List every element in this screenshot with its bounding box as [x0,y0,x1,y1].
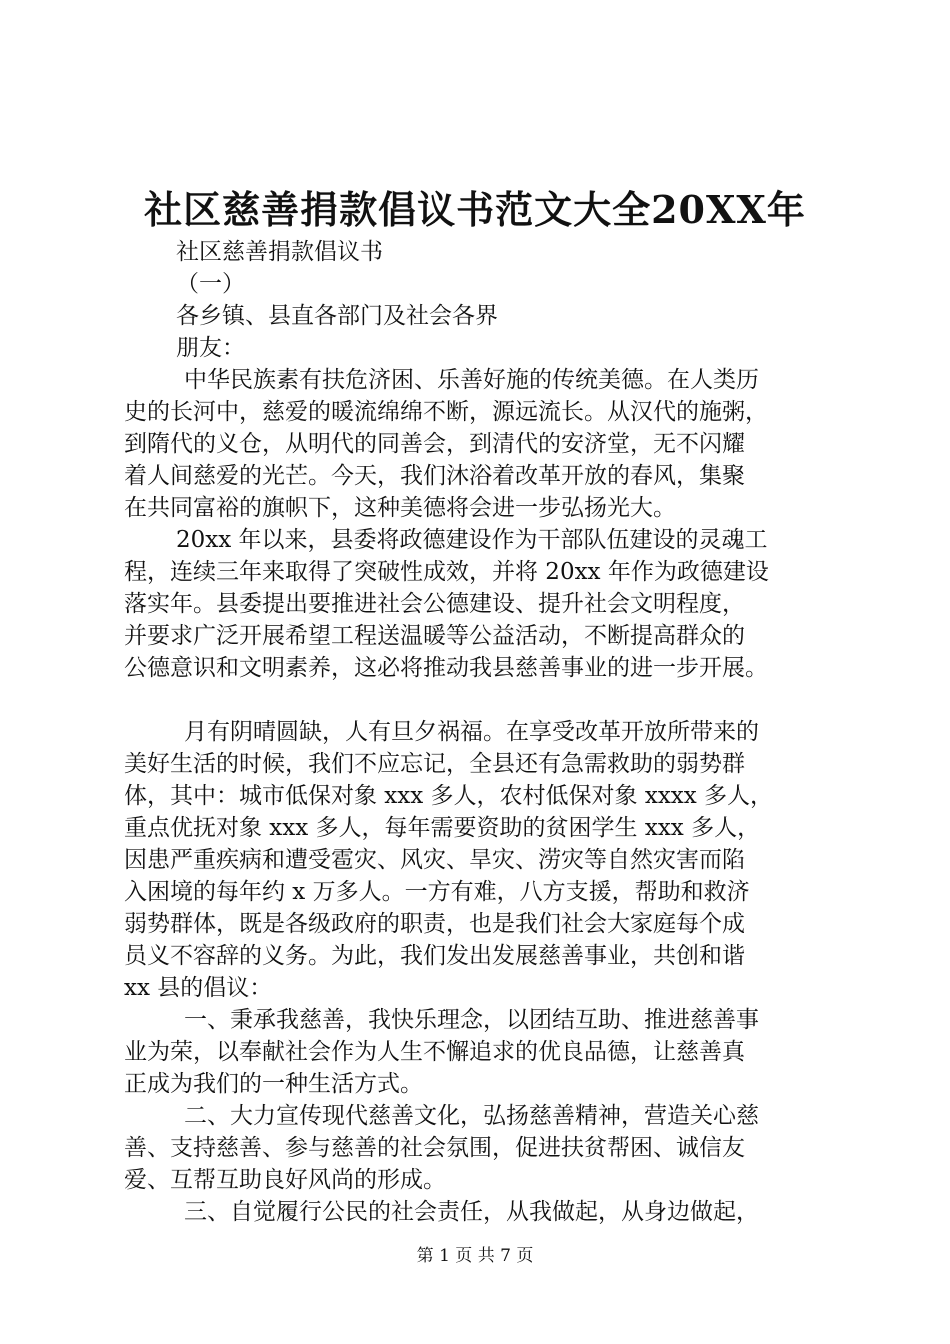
paragraph-line: 着人间慈爱的光芒。今天，我们沐浴着改革开放的春风，集聚 [124,463,745,489]
paragraph-line: 体，其中：城市低保对象 xxx 多人，农村低保对象 xxxx 多人， [124,783,774,809]
proposal-line: 三、自觉履行公民的社会责任，从我做起，从身边做起， [184,1199,759,1225]
document-body [124,236,828,1228]
paragraph-line: 中华民族素有扶危济困、乐善好施的传统美德。在人类历 [184,367,759,393]
document-title: 社区慈善捐款倡议书范文大全20XX年 [144,187,806,232]
paragraph-line: 重点优抚对象 xxx 多人，每年需要资助的贫困学生 xxx 多人， [124,815,761,841]
page-number-footer: 第 1 页 共 7 页 [416,1246,534,1266]
paragraph-line: 程，连续三年来取得了突破性成效，并将 20xx 年作为政德建设 [124,559,769,585]
paragraph-gap [124,684,828,716]
paragraph-line: 因患严重疾病和遭受雹灾、风灾、旱灾、涝灾等自然灾害而陷 [124,847,745,873]
paragraph-line: 史的长河中，慈爱的暖流绵绵不断，源远流长。从汉代的施粥， [124,399,768,425]
proposal-line: 业为荣，以奉献社会作为人生不懈追求的优良品德，让慈善真 [124,1039,745,1065]
paragraph-line: 落实年。县委提出要推进社会公德建设、提升社会文明程度， [124,591,745,617]
paragraph-line: xx 县的倡议： [124,975,273,1001]
paragraph-line: 员义不容辞的义务。为此，我们发出发展慈善事业，共创和谐 [124,943,745,969]
salutation-line: 朋友： [176,335,245,361]
proposal-line: 正成为我们的一种生活方式。 [124,1071,423,1097]
proposal-line: 爱、互帮互助良好风尚的形成。 [124,1167,446,1193]
proposal-line: 一、秉承我慈善，我快乐理念，以团结互助、推进慈善事 [184,1007,759,1033]
paragraph-line: 在共同富裕的旗帜下，这种美德将会进一步弘扬光大。 [124,495,676,521]
subtitle-line: 社区慈善捐款倡议书 [176,239,383,265]
paragraph-line: 月有阴晴圆缺，人有旦夕祸福。在享受改革开放所带来的 [184,719,759,745]
paragraph-line: 入困境的每年约 x 万多人。一方有难，八方支援，帮助和救济 [124,879,750,905]
paragraph-line: 美好生活的时候，我们不应忘记，全县还有急需救助的弱势群 [124,751,745,777]
proposal-line: 二、大力宣传现代慈善文化，弘扬慈善精神，营造关心慈 [184,1103,759,1129]
paragraph-line: 弱势群体，既是各级政府的职责，也是我们社会大家庭每个成 [124,911,745,937]
paragraph-line: 20xx 年以来，县委将政德建设作为干部队伍建设的灵魂工 [176,527,768,553]
paragraph-line: 到隋代的义仓，从明代的同善会，到清代的安济堂，无不闪耀 [124,431,745,457]
section-number-line: （一） [176,271,245,297]
salutation-line: 各乡镇、县直各部门及社会各界 [176,303,498,329]
paragraph-line: 公德意识和文明素养，这必将推动我县慈善事业的进一步开展。 [124,655,768,681]
proposal-line: 善、支持慈善、参与慈善的社会氛围，促进扶贫帮困、诚信友 [124,1135,745,1161]
paragraph-line: 并要求广泛开展希望工程送温暖等公益活动，不断提高群众的 [124,623,745,649]
